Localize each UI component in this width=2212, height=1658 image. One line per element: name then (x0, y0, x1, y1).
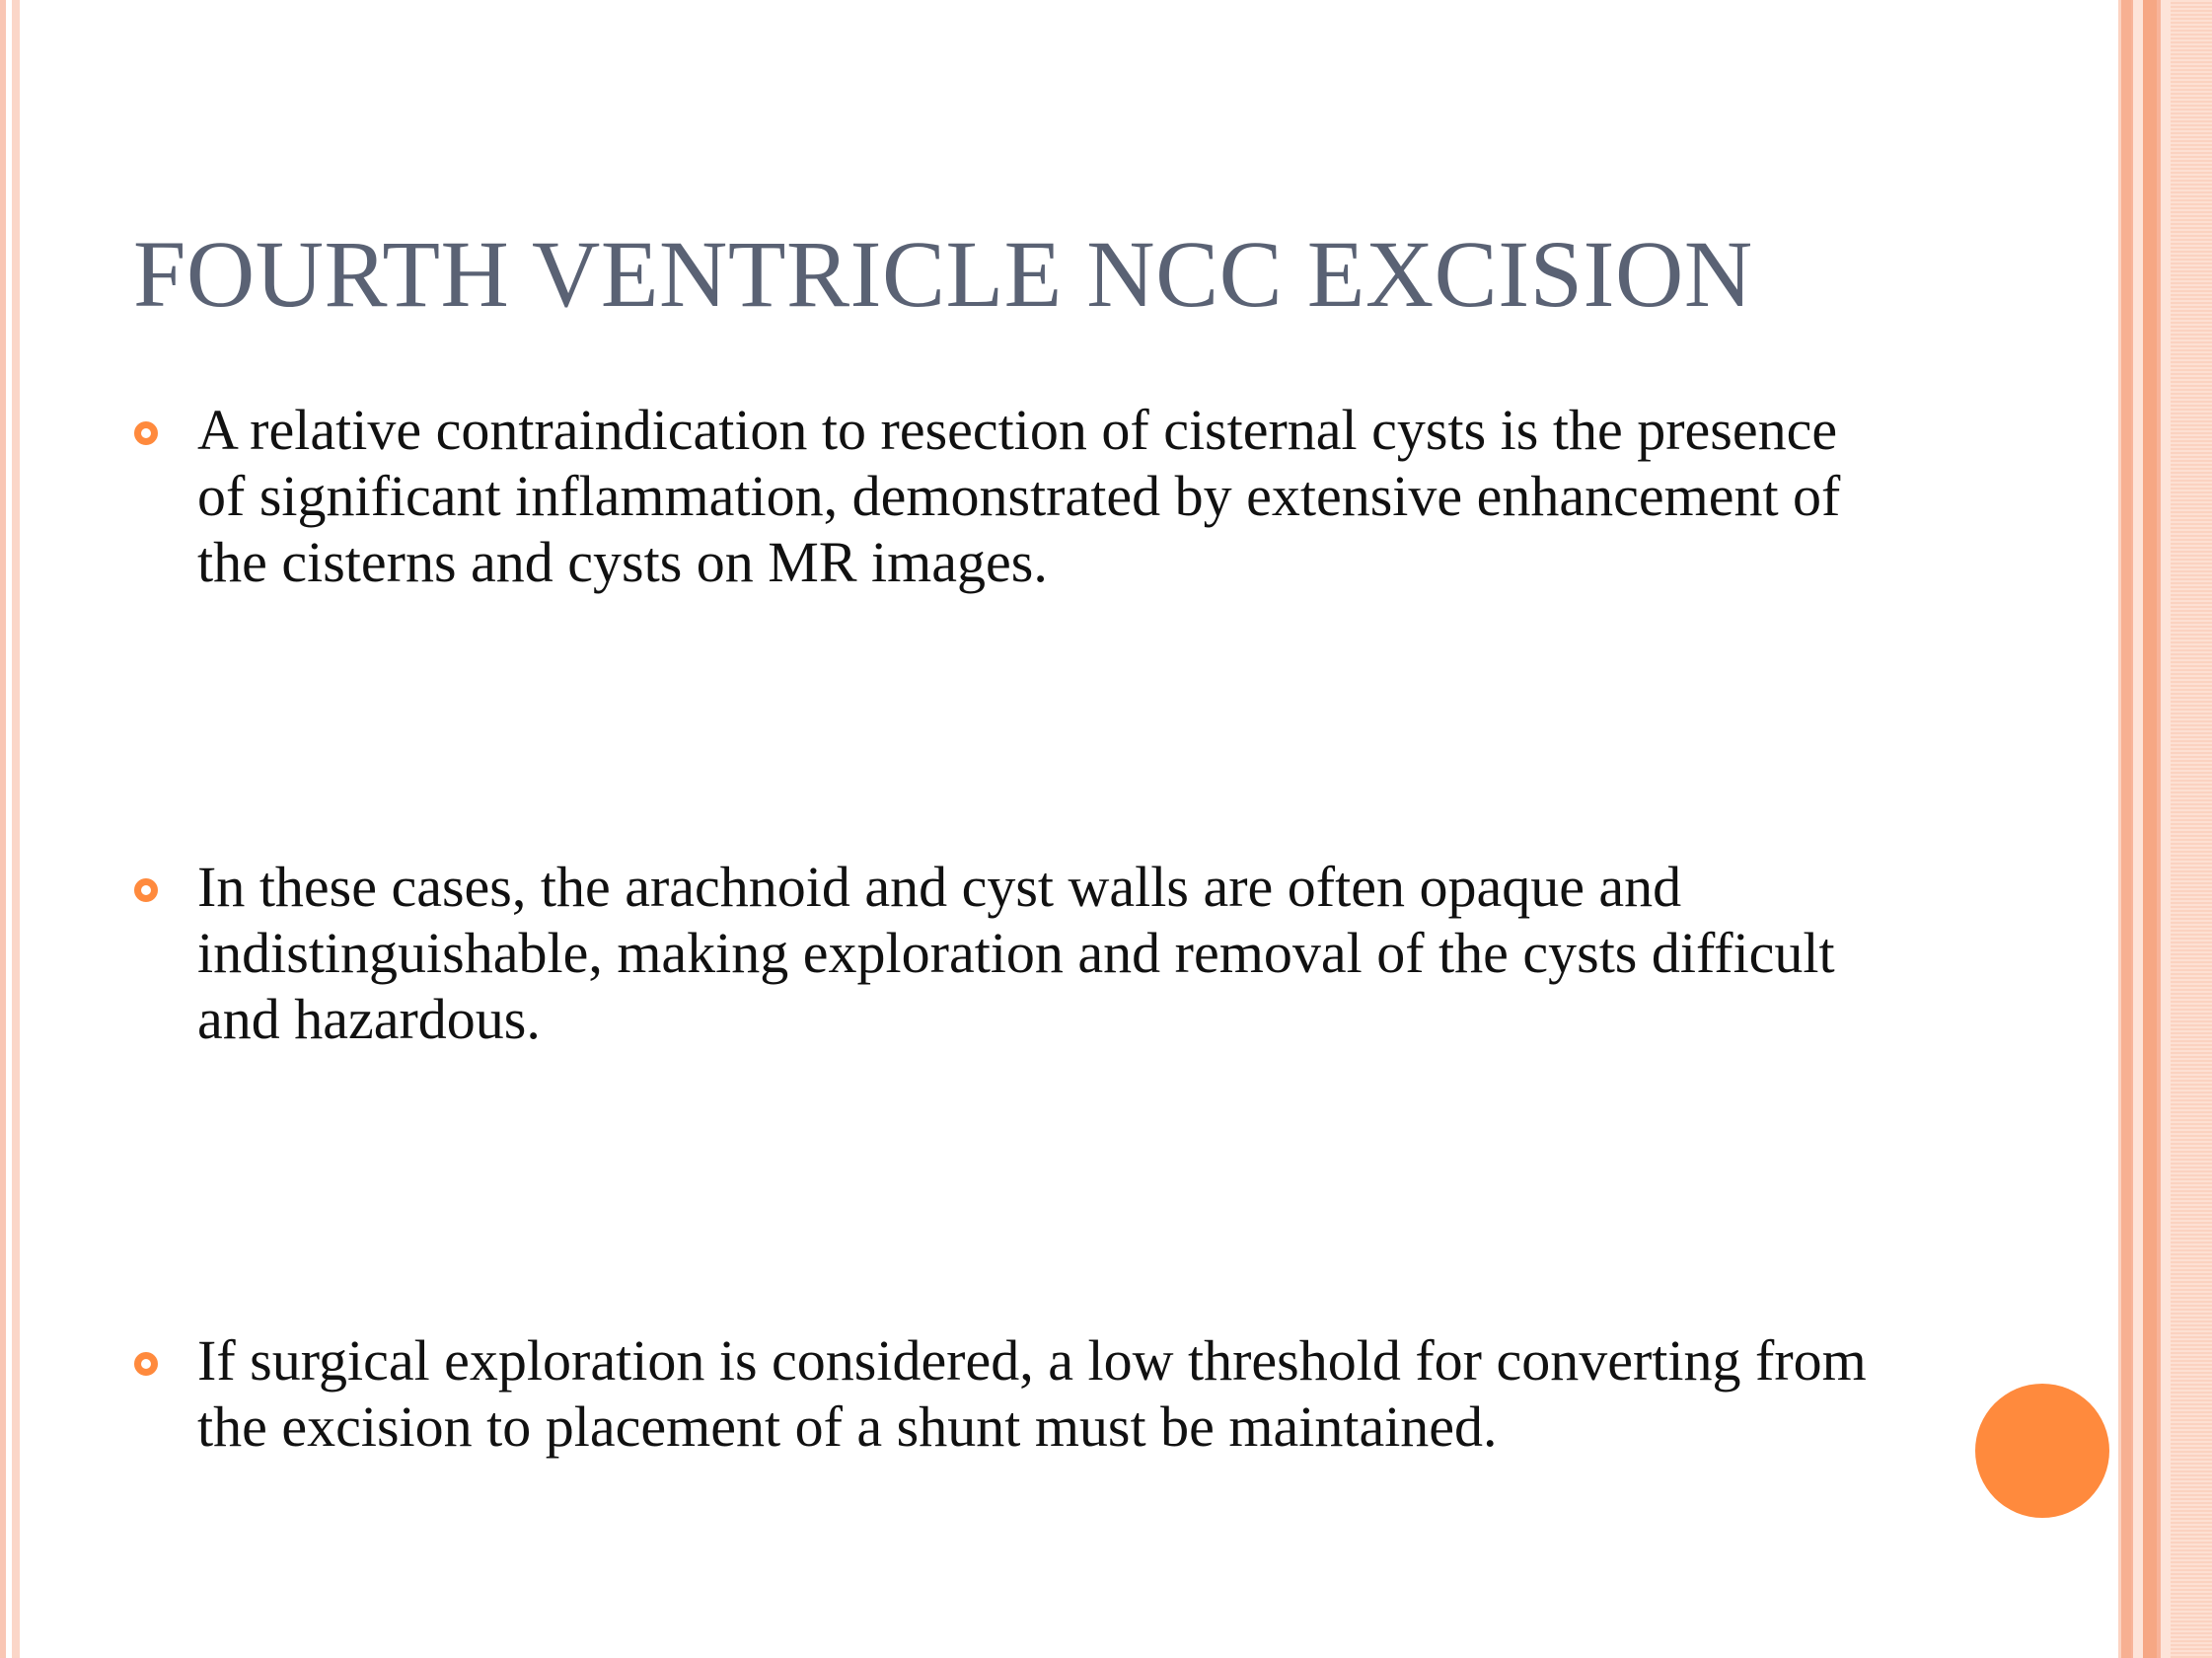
bullet-item (134, 1327, 1871, 1460)
decorative-circle-icon (1975, 1384, 2109, 1518)
bullet-item (134, 397, 1871, 595)
bullet-ring-icon (134, 421, 158, 445)
left-decorative-stripe-inner (12, 0, 20, 1658)
right-decorative-stripe-2 (2143, 0, 2157, 1658)
bullet-ring-icon (134, 1352, 158, 1376)
right-decorative-stripe-3 (2171, 0, 2212, 1658)
slide-title: FOURTH VENTRICLE NCC EXCISION (133, 221, 1753, 327)
right-decorative-stripe-1 (2121, 0, 2131, 1658)
bullet-ring-icon (134, 878, 158, 902)
bullet-item (134, 854, 1871, 1052)
bullet-text: A relative contraindication to resection of cisternal cysts is the presence of significant inflammation, demonstrated by extensive enhancement of the cisterns and cysts on MR images. (197, 398, 1841, 594)
bullet-text: In these cases, the arachnoid and cyst walls are often opaque and indistinguishable, making exploration and removal of the cysts difficult and hazardous. (197, 855, 1835, 1051)
left-decorative-stripe (0, 0, 6, 1658)
bullet-text: If surgical exploration is considered, a low threshold for converting from the excision to placement of a shunt must be maintained. (197, 1328, 1867, 1459)
